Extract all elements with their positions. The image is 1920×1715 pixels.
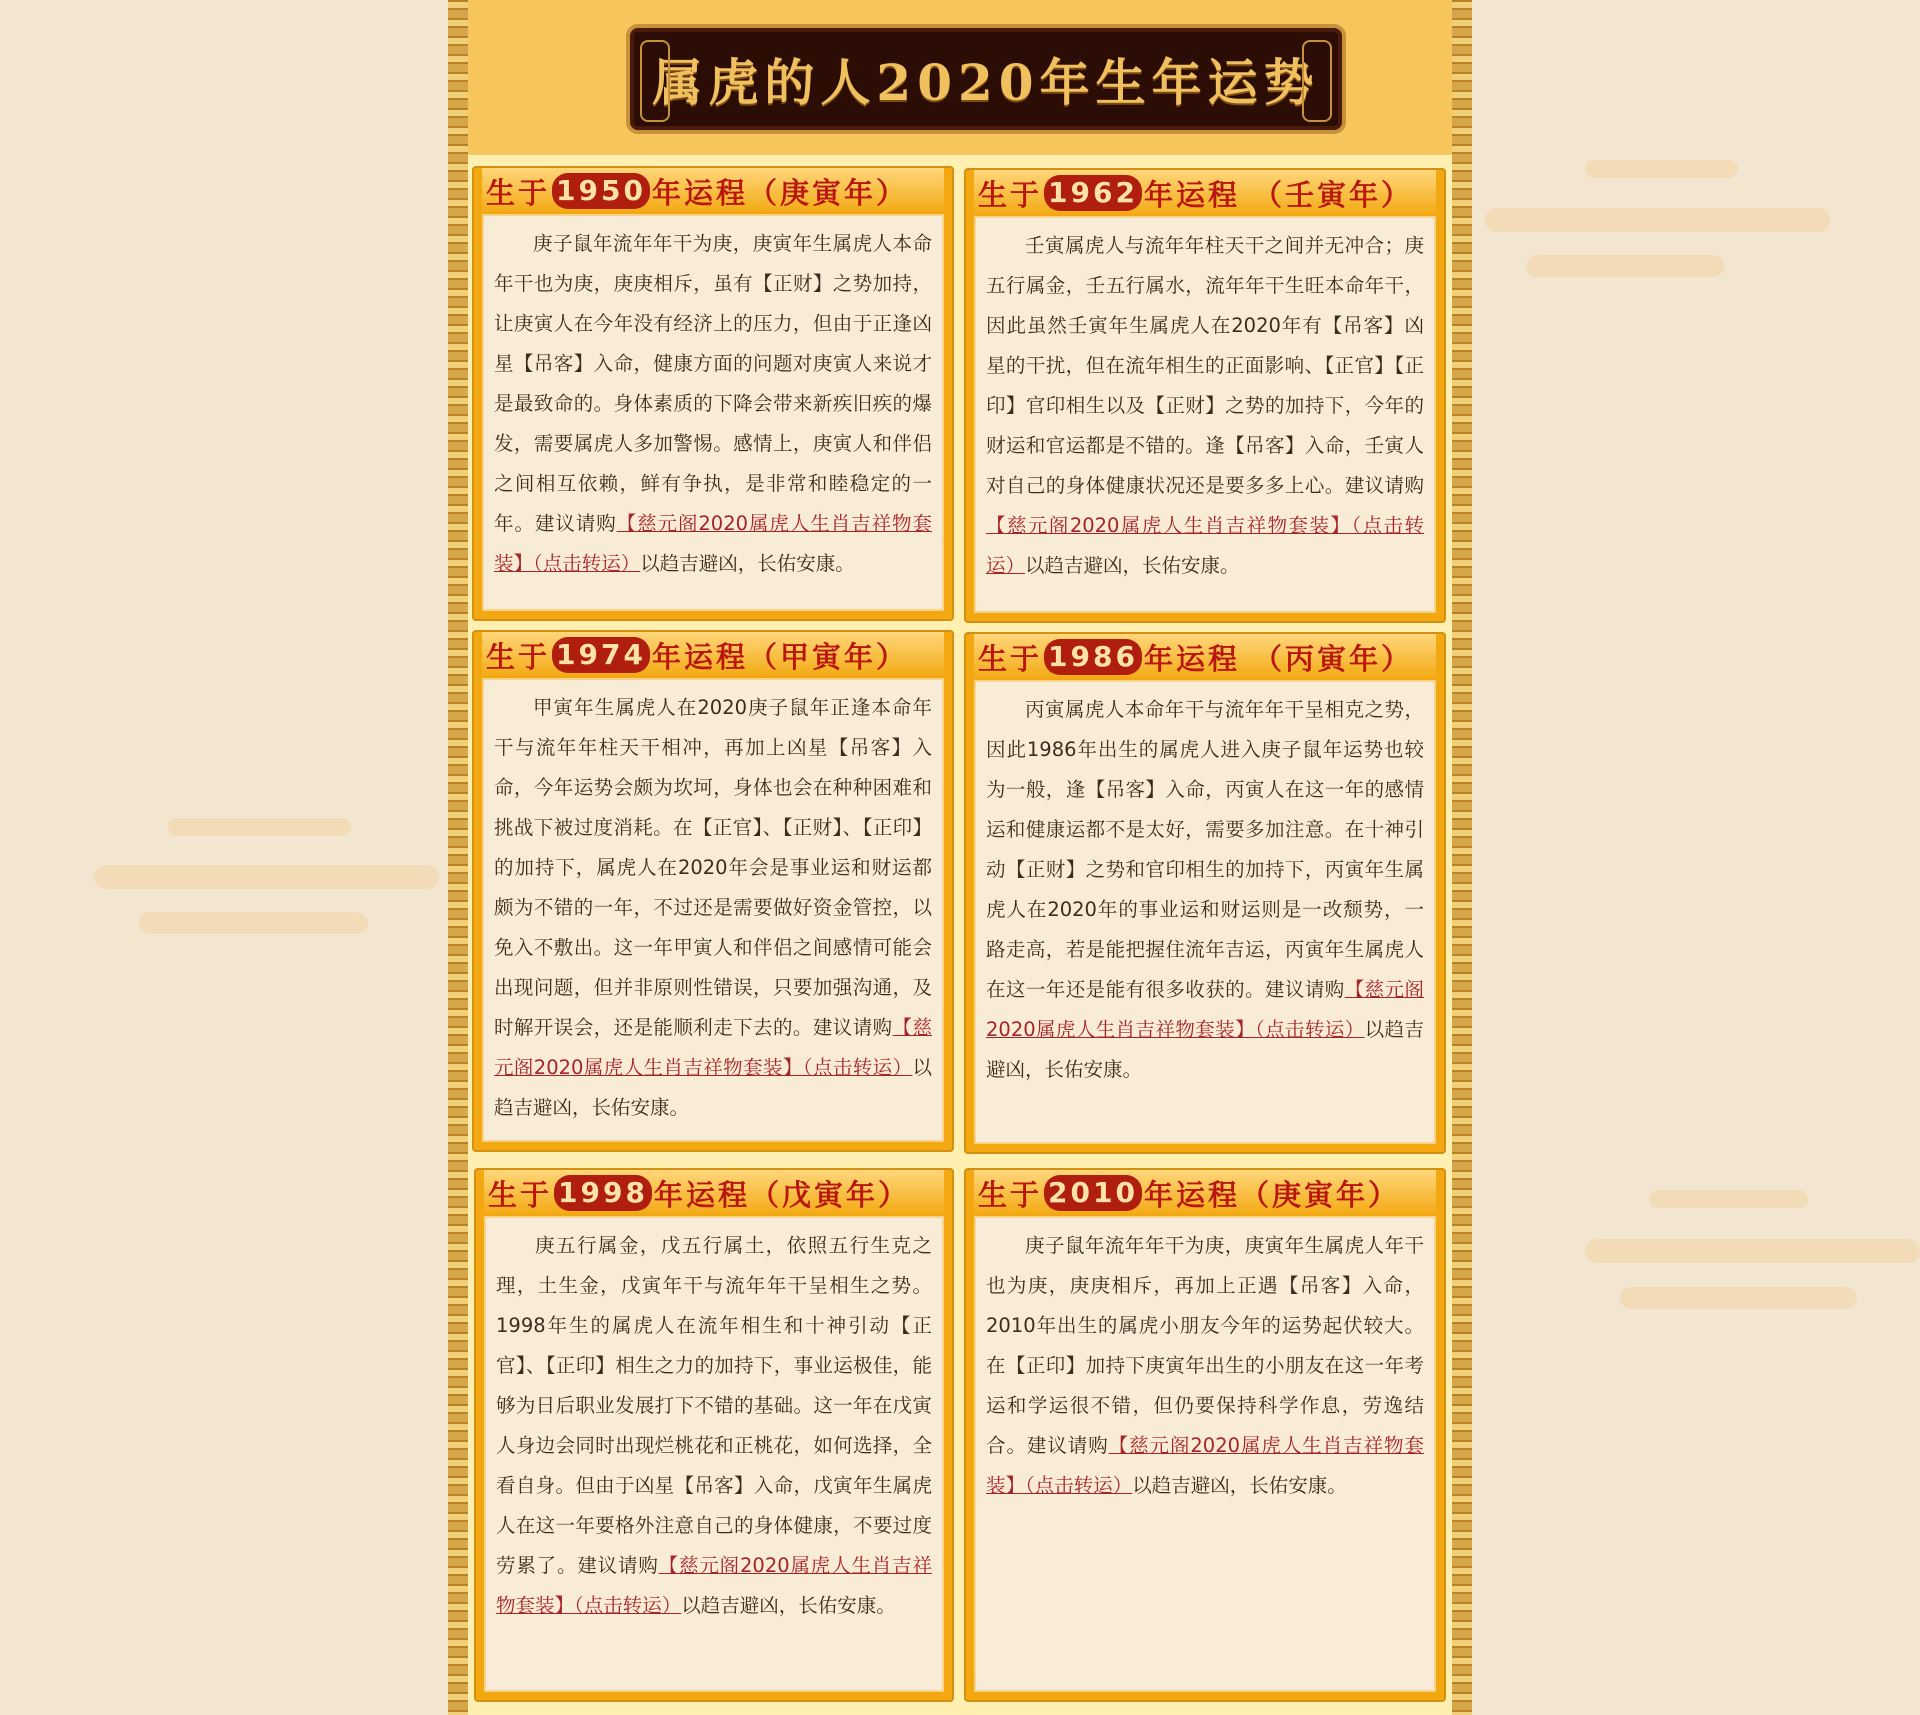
fortune-card-2010 xyxy=(966,1170,1444,1700)
card-paragraph xyxy=(494,688,932,1128)
content-column xyxy=(448,0,1472,1715)
card-body-text: 庚子鼠年流年年干为庚，庚寅年生属虎人本命年干也为庚，庚庚相斥，虽有【正财】之势加持，让庚寅人在今年没有经济上的压力，但由于正逢凶星【吊客】入命，健康方面的问题对庚寅人来说才是最致命的。身体素质的下降会带来新疾旧疾的爆发，需要属虎人多加警惕。感情上，庚寅人和伴侣之间相互依赖，鲜有争执，是非常和睦稳定的一年。建议请购 xyxy=(494,232,932,535)
year-badge: 1974 xyxy=(552,637,650,673)
card-paragraph xyxy=(986,1226,1424,1506)
card-body-text: 庚五行属金，戊五行属土，依照五行生克之理，土生金，戊寅年干与流年年干呈相生之势。1998年生的属虎人在流年相生和十神引动【正官】、【正印】相生之力的加持下，事业运极佳，能够为日后职业发展打下不错的基础。这一年在戊寅人身边会同时出现烂桃花和正桃花，如何选择，全看自身。但由于凶星【吊客】入命，戊寅年生属虎人在这一年要格外注意自己的身体健康，不要过度劳累了。建议请购 xyxy=(496,1234,932,1577)
decorative-cloud-right-2 xyxy=(1526,255,1724,277)
decorative-cloud-left-1 xyxy=(94,865,439,889)
card-header-suffix: 年运程 （壬寅年） xyxy=(1143,177,1414,212)
card-paragraph xyxy=(496,1226,932,1626)
year-badge: 1950 xyxy=(552,173,650,209)
fortune-card-1986 xyxy=(966,634,1444,1152)
amulet-set-link[interactable]: 【慈元阁2020属虎人生肖吉祥物套装】（点击转运） xyxy=(986,978,1424,1041)
card-header xyxy=(482,632,944,678)
year-badge: 2010 xyxy=(1044,1175,1142,1211)
card-header-prefix: 生于 xyxy=(486,175,551,210)
decorative-cloud-right-3 xyxy=(1585,160,1738,178)
decorative-cloud-right-5 xyxy=(1620,1287,1857,1309)
title-banner xyxy=(626,24,1346,134)
card-header-suffix: 年运程（庚寅年） xyxy=(1143,1177,1400,1212)
card-paragraph xyxy=(494,224,932,584)
decorative-cloud-right-1 xyxy=(1485,208,1830,232)
card-header-prefix: 生于 xyxy=(488,1177,553,1212)
fortune-card-1998 xyxy=(476,1170,952,1700)
card-header-suffix: 年运程（庚寅年） xyxy=(651,175,908,210)
card-paragraph xyxy=(986,690,1424,1090)
card-body-text: 甲寅年生属虎人在2020庚子鼠年正逢本命年干与流年年柱天干相冲，再加上凶星【吊客】入命，今年运势会颇为坎坷，身体也会在种种困难和挑战下被过度消耗。在【正官】、【正财】、【正印】的加持下，属虎人在2020年会是事业运和财运都颇为不错的一年，不过还是需要做好资金管控，以免入不敷出。这一年甲寅人和伴侣之间感情可能会出现问题，但并非原则性错误，只要加强沟通，及时解开误会，还是能顺利走下去的。建议请购 xyxy=(494,696,932,1039)
fortune-card-1974 xyxy=(474,632,952,1150)
card-body xyxy=(484,1216,944,1692)
year-badge: 1986 xyxy=(1044,639,1142,675)
amulet-set-link[interactable]: 【慈元阁2020属虎人生肖吉祥物套装】（点击转运） xyxy=(494,512,932,575)
card-header-prefix: 生于 xyxy=(978,177,1043,212)
card-header-suffix: 年运程（戊寅年） xyxy=(653,1177,910,1212)
amulet-set-link[interactable]: 【慈元阁2020属虎人生肖吉祥物套装】（点击转运） xyxy=(494,1016,932,1079)
card-header-suffix: 年运程（甲寅年） xyxy=(651,639,908,674)
amulet-set-link[interactable]: 【慈元阁2020属虎人生肖吉祥物套装】（点击转运） xyxy=(496,1554,932,1617)
card-header-prefix: 生于 xyxy=(978,1177,1043,1212)
amulet-set-link[interactable]: 【慈元阁2020属虎人生肖吉祥物套装】（点击转运） xyxy=(986,1434,1424,1497)
card-body-end: 以趋吉避凶，长佑安康。 xyxy=(986,1018,1424,1081)
card-body-end: 以趋吉避凶，长佑安康。 xyxy=(1132,1474,1347,1497)
card-body xyxy=(974,1216,1436,1692)
year-badge: 1962 xyxy=(1044,175,1142,211)
fortune-card-1962 xyxy=(966,170,1444,621)
card-header xyxy=(484,1170,944,1216)
card-body-text: 丙寅属虎人本命年干与流年年干呈相克之势，因此1986年出生的属虎人进入庚子鼠年运势也较为一般，逢【吊客】入命，丙寅人在这一年的感情运和健康运都不是太好，需要多加注意。在十神引动【正财】之势和官印相生的加持下，丙寅年生属虎人在2020年的事业运和财运则是一改颓势，一路走高，若是能把握住流年吉运，丙寅年生属虎人在这一年还是能有很多收获的。建议请购 xyxy=(986,698,1424,1001)
card-header xyxy=(974,634,1436,680)
card-body xyxy=(482,214,944,611)
card-body xyxy=(482,678,944,1142)
decorative-cloud-right-4 xyxy=(1585,1239,1920,1263)
decorative-cloud-left-2 xyxy=(139,912,368,934)
amulet-set-link[interactable]: 【慈元阁2020属虎人生肖吉祥物套装】（点击转运） xyxy=(986,514,1424,577)
decorative-cloud-left-3 xyxy=(168,818,351,836)
card-body-end: 以趋吉避凶，长佑安康。 xyxy=(681,1594,896,1617)
card-header-suffix: 年运程 （丙寅年） xyxy=(1143,641,1414,676)
card-header xyxy=(974,1170,1436,1216)
card-header xyxy=(974,170,1436,216)
page-title: 属虎的人2020年生年运势 xyxy=(652,53,1320,112)
card-header-prefix: 生于 xyxy=(486,639,551,674)
card-header-prefix: 生于 xyxy=(978,641,1043,676)
card-paragraph xyxy=(986,226,1424,586)
card-body-text: 庚子鼠年流年年干为庚，庚寅年生属虎人年干也为庚，庚庚相斥，再加上正遇【吊客】入命，2010年出生的属虎小朋友今年的运势起伏较大。在【正印】加持下庚寅年出生的小朋友在这一年考运和学运很不错，但仍要保持科学作息，劳逸结合。建议请购 xyxy=(986,1234,1424,1457)
card-body-end: 以趋吉避凶，长佑安康。 xyxy=(494,1056,932,1119)
card-body-end: 以趋吉避凶，长佑安康。 xyxy=(1025,554,1240,577)
card-header xyxy=(482,168,944,214)
year-badge: 1998 xyxy=(554,1175,652,1211)
card-body xyxy=(974,216,1436,613)
card-body-text: 壬寅属虎人与流年年柱天干之间并无冲合；庚五行属金，壬五行属水，流年年干生旺本命年干，因此虽然壬寅年生属虎人在2020年有【吊客】凶星的干扰，但在流年相生的正面影响、【正官】【正印】官印相生以及【正财】之势的加持下，今年的财运和官运都是不错的。逢【吊客】入命，壬寅人对自己的身体健康状况还是要多多上心。建议请购 xyxy=(986,234,1424,497)
decorative-cloud-right-6 xyxy=(1649,1190,1808,1208)
card-body-end: 以趋吉避凶，长佑安康。 xyxy=(640,552,855,575)
card-body xyxy=(974,680,1436,1144)
fortune-card-1950 xyxy=(474,168,952,619)
